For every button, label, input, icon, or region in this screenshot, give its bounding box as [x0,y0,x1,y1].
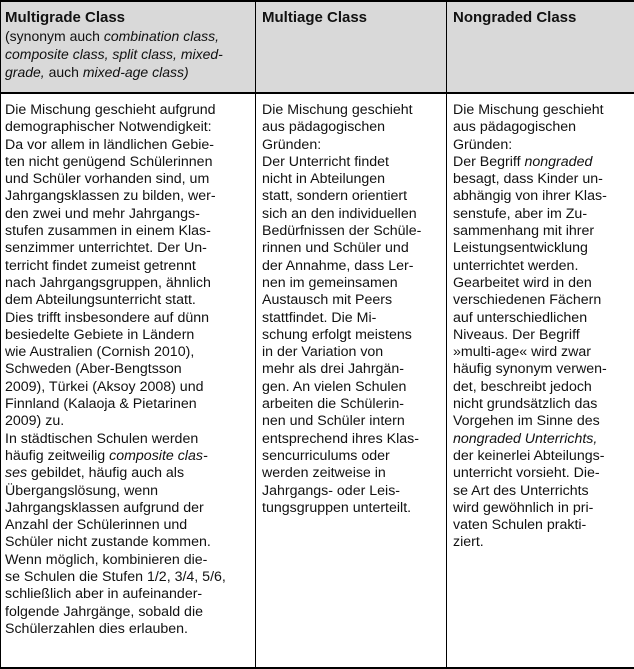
header-multiage-title: Multiage Class [262,9,368,26]
header-multigrade-synonyms [5,27,249,81]
cell-multiage [256,93,447,668]
text-run: In städtischen Schulen werden häufig zeitweilig [5,430,199,464]
cell-nongraded [447,93,634,668]
header-nongraded-title: Nongraded Class [453,9,577,26]
text-run: gebildet, häufig auch als Übergangslösung, wenn Jahrgangsklassen aufgrund der Anzahl der Schülerinnen und Schüler nicht zustande kommen. Wenn möglich, kombinieren die- se Schulen die Stufen 1/2, 3/4, 5/6, schließlich aber in aufeinander- folgende Jahrgänge, sobald die Schülerzahlen dies erlauben. [5,465,226,637]
synonym-text: (synonym auch [5,28,104,44]
multigrade-paragraph-2 [5,431,249,639]
italic-term: nongraded [524,153,593,170]
multigrade-paragraph-1: Die Mischung geschieht aufgrund demographischer Notwendigkeit: Da vor allem in ländlichen Gebie- ten nicht genügend Schülerinnen und Schüler vorhanden sind, um Jahrgangsklassen zu bilden, wer- den zwei und mehr Jahrgangs- stufen zusammen in einem Klas- senzimmer unterrichtet. Der Un- terricht findet zumeist getrennt nach Jahrgangsgruppen, ähnlich dem Abteilungsunterricht statt. Dies trifft insbesondere auf dünn besiedelte Gebiete in Ländern wie Australien (Cornish 2010), Schweden (Aber-Bengtsson 2009), Türkei (Aksoy 2008) und Finnland (Kalaoja & Pietarinen 2009) zu. [5,102,216,430]
synonym-term: combination class, [103,28,219,44]
text-run: besagt, dass Kinder un- abhängig von ihrer Klas- senstufe, aber im Zu- sammenhang mit ihrer Leistungsentwicklung unterrichtet werden. Gearbeitet wird in den verschiedenen Fächern auf unterschiedlichen Niveaus. Der Begriff »multi-age« wird zwar häufig synonym verwen- det, beschreibt jedoch nicht grundsätzlich das Vorgehen im Sinne des [453,171,607,430]
synonym-term: composite class, split class, mixed- [5,46,223,62]
header-multigrade [1,1,256,93]
italic-term: nongraded Unterrichts, [453,430,598,447]
cell-multigrade [1,93,256,668]
synonym-text: auch [44,64,83,80]
header-multigrade-title: Multigrade Class [5,9,126,26]
header-nongraded [447,1,634,93]
header-row [1,1,634,93]
body-row [1,93,634,668]
synonym-term: grade, [5,64,45,80]
text-run: Die Mischung geschieht aus pädagogischen Gründen: Der Begriff [453,102,604,170]
synonym-term: mixed-age class) [82,64,189,80]
multiage-paragraph: Die Mischung geschieht aus pädagogischen Gründen: Der Unterricht findet nicht in Abteilungen statt, sondern orientiert sich an den individuellen Bedürfnissen der Schüle- rinnen und Schüler und der Annahme, dass Ler- nen im gemeinsamen Austausch mit Peers stattfindet. Die Mi- schung erfolgt meistens in der Variation von mehr als drei Jahrgän- gen. An vielen Schulen arbeiten die Schülerin- nen und Schüler intern entsprechend ihres Klas- sencurriculums oder werden zeitweise in Jahrgangs- oder Leis- tungsgruppen unterteilt. [262,102,422,516]
text-run: der keinerlei Abteilungs- unterricht vorsieht. Die- se Art des Unterrichts wird gewöhnlich in pri- vaten Schulen prakti- ziert. [453,447,605,551]
header-multiage [256,1,447,93]
nongraded-paragraph [453,102,633,552]
italic-term: composite clas- ses [5,447,208,482]
